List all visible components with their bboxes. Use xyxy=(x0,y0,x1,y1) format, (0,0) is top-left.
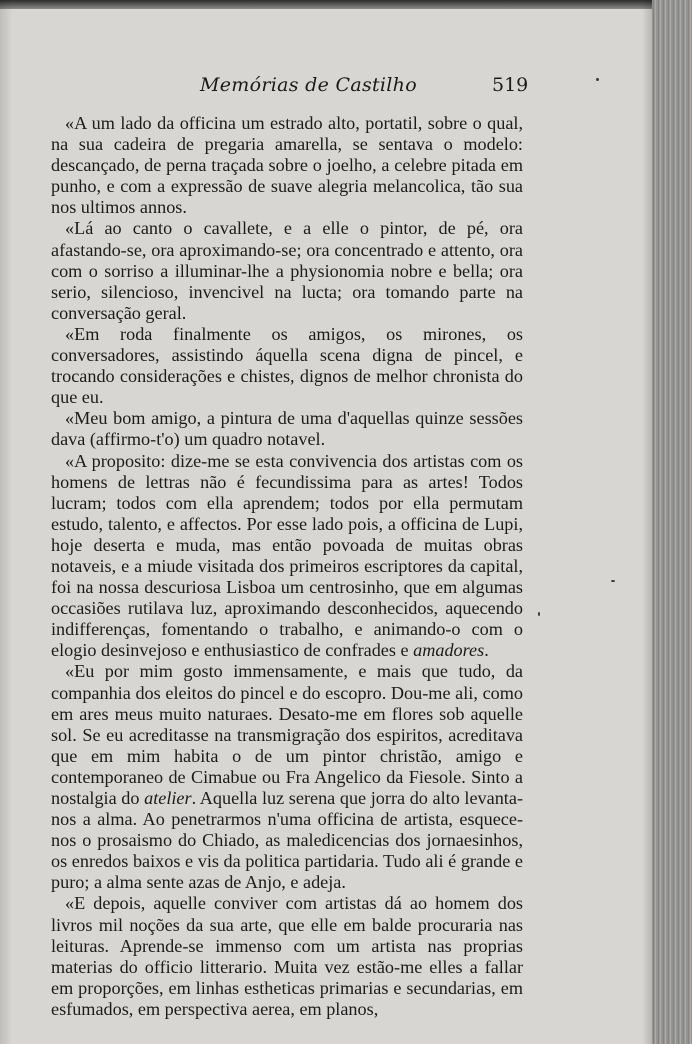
body-text xyxy=(51,113,523,1020)
page-top-edge xyxy=(0,0,692,9)
ink-speck xyxy=(611,580,615,582)
book-page-edges xyxy=(652,0,692,1044)
paragraph-e-depois: «E depois, aquelle conviver com artistas dá ao homem dos livros mil noções da sua arte, que elle em balde procuraria nas leituras. Aprende-se immenso com um artista nas proprias materias do officio litterario. Muita vez estão-me elles a fallar em proporções, em linhas estheticas primarias e secundarias, em esfumados, em perspectiva aerea, em planos, xyxy=(51,893,523,1019)
ink-speck xyxy=(538,612,540,616)
paragraph-studio-platform: «A um lado da officina um estrado alto, portatil, sobre o qual, na sua cadeira de pregaria amarella, se sentava o modelo: descançado, de perna traçada sobre o joelho, a celebre pitada em punho, e com a expressão de suave alegria melancolica, tão sua nos ultimos annos. xyxy=(51,113,523,218)
ink-speck xyxy=(596,78,599,81)
paragraph-eu-por-mim xyxy=(51,661,523,893)
paragraph-easel: «Lá ao canto o cavallete, e a elle o pintor, de pé, ora afastando-se, ora aproximando-se; ora concentrado e attento, ora com o sorriso a illuminar-lhe a physionomia nobre e bella; ora serio, silencioso, invencivel na lucta; ora tomando parte na conversação geral. xyxy=(51,218,523,323)
paragraph-proposito xyxy=(51,451,523,662)
paragraph-proposito-text: «A proposito: dize-me se esta convivencia dos artistas com os homens de lettras não é fecundissima para as artes! Todos lucram; todos com ella aprendem; todos por ella permutam estudo, talento, e affectos. Por esse lado pois, a officina de Lupi, hoje deserta e muda, mas então povoada de muitas obras notaveis, e a miude visitada dos primeiros escriptores da capital, foi na nossa descuriosa Lisboa um centrosinho, que em algumas occasiões rutilava luz, aproximando desconhecidos, aquecendo indifferenças, fomentando o trabalho, e animando-o com o elogio desinvejoso e enthusiastico de confrades e xyxy=(51,450,523,661)
page-header xyxy=(0,74,692,104)
paragraph-friends: «Em roda finalmente os amigos, os mirones, os conversadores, assistindo áquella scena digna de pincel, e trocando considerações e chistes, dignos de melhor chronista do que eu. xyxy=(51,323,523,408)
page-left-shadow xyxy=(0,0,12,1044)
paragraph-sessions: «Meu bom amigo, a pintura de uma d'aquellas quinze sessões dava (affirmo-t'o) um quadro notavel. xyxy=(51,408,523,450)
paragraph-eu-por-mim-tail: . Aquella luz serena que jorra do alto levanta-nos a alma. Ao penetrarmos n'uma officina de artista, esquece-nos o prosaismo do Chiado, as maledicencias dos jornaesinhos, os enredos baixos e vis da politica partidaria. Tudo ali é grande e puro; a alma sente azas de Anjo, e adeja. xyxy=(51,788,523,893)
italic-atelier: atelier xyxy=(144,788,192,808)
paragraph-proposito-tail: . xyxy=(484,640,489,661)
page-number: 519 xyxy=(492,74,529,96)
italic-amadores: amadores xyxy=(413,640,485,661)
running-title: Memórias de Castilho xyxy=(200,74,417,96)
paragraph-eu-por-mim-text: «Eu por mim gosto immensamente, e mais que tudo, da companhia dos eleitos do pincel e do escopro. Dou-me ali, como em ares meus muito naturaes. Desato-me em flores sob aquelle sol. Se eu acreditasse na transmigração dos espiritos, acreditava que em mim habita o de um pintor christão, amigo e contemporaneo de Cimabue ou Fra Angelico da Fiesole. Sinto a nostalgia do xyxy=(51,661,523,808)
